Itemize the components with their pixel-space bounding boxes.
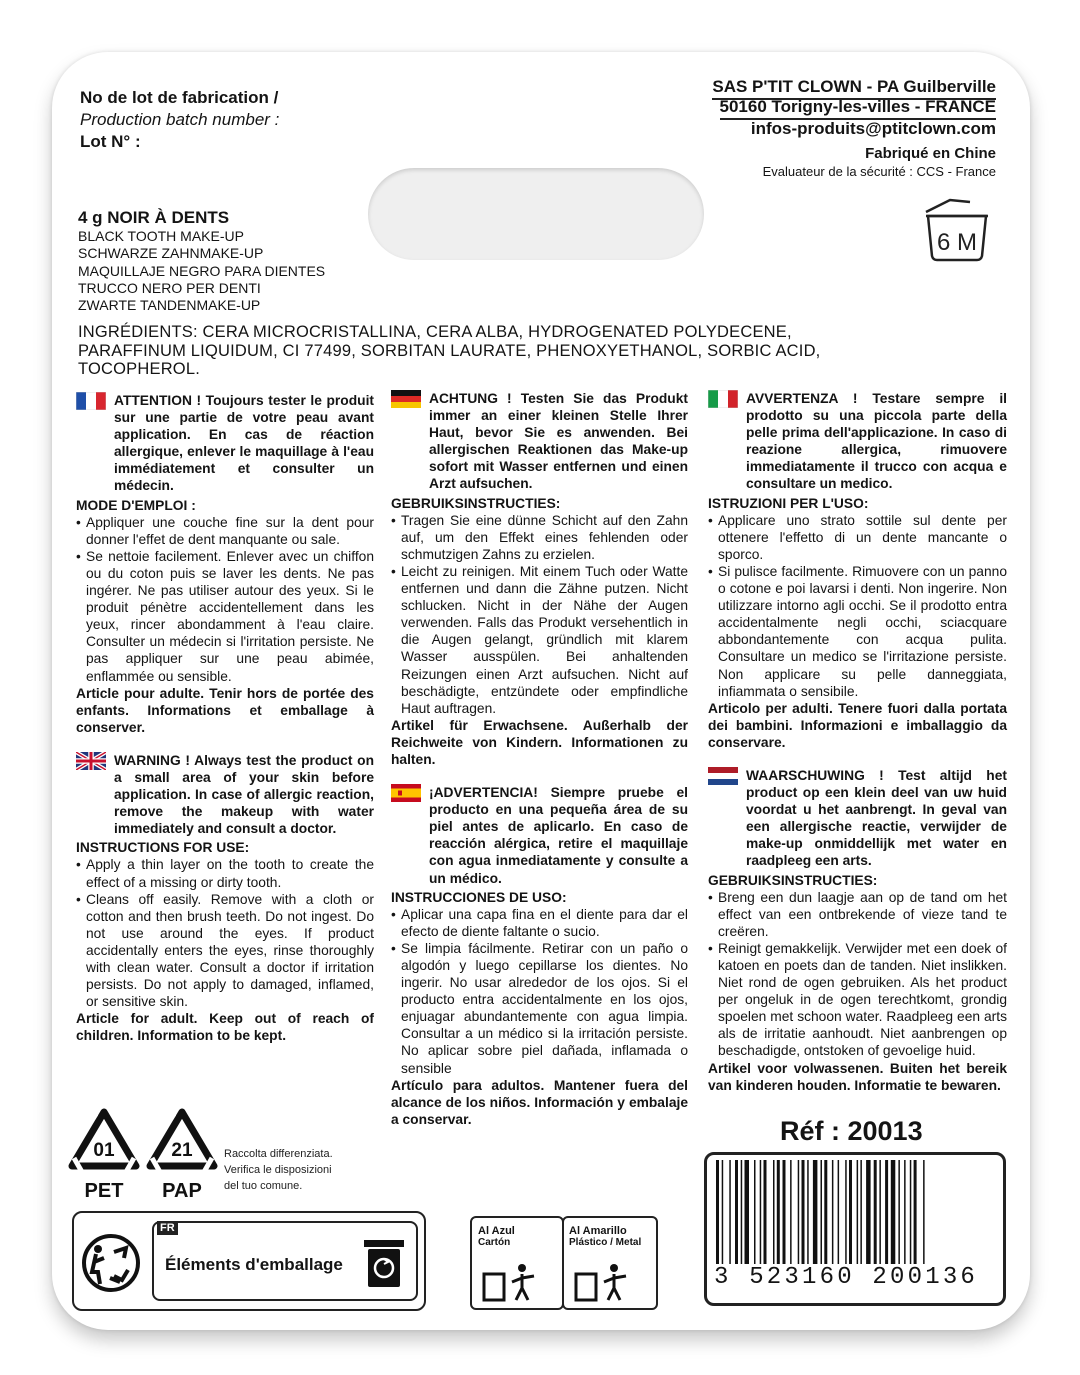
en-instruction-1: • Apply a thin layer on the tooth to create the effect of a missing or dirty tooth. (76, 856, 374, 890)
person-bin-icon (482, 1262, 548, 1302)
pao-jar-icon (920, 198, 994, 262)
barcode-bar (904, 1160, 906, 1264)
pap-recycling-icon (144, 1106, 220, 1206)
en-instructions-heading: INSTRUCTIONS FOR USE: (76, 840, 250, 856)
blue-bin-box (470, 1216, 564, 1310)
it-instruction-2: • Si pulisce facilmente. Rimuovere con un panno o cotone e poi lavarsi i denti. Non ingerire. Non utilizzare intorno agli occhi. Se il prodotto entra accidentalmente negli occhi, sciacquare abbondantemente con acqua pulita. Consultare un medico se l'irritazione persiste. Non applicare su pelle danneggiata, infiammata o sensibile. (708, 563, 1007, 700)
spain-flag-icon (391, 784, 421, 802)
barcode-bar (824, 1160, 827, 1264)
company-address: 50160 Torigny-les-villes - FRANCE (720, 97, 997, 120)
barcode-number: 3 523160 200136 (714, 1264, 979, 1291)
svg-text:21: 21 (171, 1140, 193, 1161)
product-name-de: SCHWARZE ZAHNMAKE-UP (78, 245, 264, 262)
yellow-bin-box (562, 1216, 658, 1310)
column-it-nl (708, 390, 1007, 1094)
it-warning-block (708, 390, 1007, 493)
de-footer: Artikel für Erwachsene. Außerhalb der Reichweite von Kindern. Informationen zu halten. (391, 717, 688, 767)
barcode-bar (802, 1160, 805, 1264)
nl-warning: WAARSCHUWING ! Test altijd het product op een klein deel van uw huid voordat u het aanbrengt. In geval van een allergische reactie, verwijder de make-up onmiddellijk met water en raadpleeg een arts. (746, 767, 1007, 869)
es-warning-block (391, 784, 688, 887)
batch-label-fr: No de lot de fabrication / (80, 88, 279, 107)
blue-bin-label-1: Al Azul (478, 1225, 515, 1237)
barcode-bar (807, 1160, 809, 1264)
fr-instructions-heading: MODE D'EMPLOI : (76, 497, 196, 513)
barcode-bar (898, 1160, 900, 1264)
de-instruction-1: • Tragen Sie eine dünne Schicht auf den Zahn auf, um den Effekt eines fehlenden oder schmutzigen Zahns zu erzielen. (391, 512, 688, 563)
nl-warning-block (708, 767, 1007, 870)
recycling-bin-icon (362, 1236, 406, 1290)
de-instruction-2: • Leicht zu reinigen. Mit einem Tuch oder Watte entfernen und dann die Zähne putzen. Nicht schlucken. Nicht in der Nähe der Augen verwenden. Falls das Produkt versehentlich in die Augen gelangt, gründlich mit klarem Wasser ausspülen. Bei anhaltenden Reizungen einen Arzt aufsuchen. Nicht auf beschädigte, entzündete oder empfindliche Haut auftragen. (391, 563, 688, 717)
recycling-note-1: Raccolta differenziata. (224, 1148, 333, 1160)
company-name: SAS P'TIT CLOWN - PA Guilberville (712, 77, 996, 100)
barcode-bar (760, 1160, 762, 1264)
yellow-bin-label-1: Al Amarillo (569, 1225, 627, 1237)
fr-footer: Article pour adulte. Tenir hors de portée des enfants. Informations et emballage à conserver. (76, 685, 374, 735)
svg-text:PAP: PAP (162, 1180, 202, 1202)
recycling-note-3: del tuo comune. (224, 1180, 303, 1192)
product-name-nl: ZWARTE TANDENMAKE-UP (78, 297, 261, 314)
es-instruction-1: • Aplicar una capa fina en el diente para dar el efecto de diente faltante o sucio. (391, 906, 688, 940)
fr-instruction-2: • Se nettoie facilement. Enlever avec un chiffon ou du coton puis se laver les dents. Ne pas ingérer. Ne pas utiliser autour des yeux. Si le produit pénètre accidentellement dans les yeux, rincer abondamment à l'eau claire. Consulter un médecin si l'irritation persiste. Ne pas appliquer sur une peau abimée, enflammée ou sensible. (76, 548, 374, 685)
barcode-bar (891, 1160, 896, 1264)
product-name-en: BLACK TOOTH MAKE-UP (78, 228, 244, 244)
nl-instructions-heading: GEBRUIKSINSTRUCTIES: (708, 872, 878, 888)
barcode-bar (741, 1160, 743, 1264)
es-footer: Artículo para adultos. Mantener fuera del alcance de los niños. Información y embalaje a conservar. (391, 1077, 688, 1127)
barcode-bar (832, 1160, 834, 1264)
column-fr-en (76, 392, 374, 1044)
es-instruction-2: • Se limpia fácilmente. Retirar con un paño o algodón y luego cepillarse los dientes. No ingerir. No usar alrededor de los ojos. Si el producto entra accidentalmente en los ojos, enjuagar abundantemente con agua limpia. Consultar a un médico si la irritación persiste. No aplicar sobre piel dañada, inflamada o sensible (391, 940, 688, 1077)
france-flag-icon (76, 392, 106, 410)
hang-hole (368, 168, 704, 260)
netherlands-flag-icon (708, 767, 738, 785)
blue-bin-label-2: Cartón (478, 1237, 511, 1248)
barcode-bar (874, 1160, 877, 1264)
barcode-bar (860, 1160, 862, 1264)
es-warning: ¡ADVERTENCIA! Siempre pruebe el producto en una pequeña área de su piel antes de aplicarlo. En caso de reacción alérgica, retire el maquillaje con agua inmediatamente y consulte a un médico. (429, 785, 688, 886)
column-de-es (391, 390, 688, 1128)
it-instruction-1: • Applicare uno strato sottile sul dente per ottenere l'effetto di un dente mancante o sporco. (708, 512, 1007, 563)
recycling-note-2: Verifica le disposizioni (224, 1164, 332, 1176)
barcode-bar (729, 1160, 731, 1264)
pet-recycling-icon (66, 1106, 142, 1206)
barcode-bar (857, 1160, 859, 1264)
product-translations (78, 228, 325, 314)
nl-instruction-1: • Breng een dun laagje aan op de tand om het effect van een ontbrekende of vieze tand te creëren. (708, 889, 1007, 940)
en-instruction-2: • Cleans off easily. Remove with a cloth or cotton and then brush teeth. Do not ingest. Do not use around the eyes. If product accidentally enters the eyes, rinse thoroughly with clean water. Consult a doctor if irritation persists. Do not apply to damaged, inflamed, or sensitive skin. (76, 891, 374, 1011)
svg-text:01: 01 (93, 1140, 115, 1161)
safety-assessor: Evaluateur de la sécurité : CCS - France (762, 164, 996, 179)
product-name: 4 g NOIR À DENTS (78, 208, 230, 227)
packaging-elements-label: Éléments d'emballage (165, 1255, 343, 1274)
uk-flag-icon (76, 752, 106, 770)
barcode-bar (745, 1160, 750, 1264)
barcode-bar (773, 1160, 775, 1264)
barcode-bar (879, 1160, 881, 1264)
person-bin-icon (574, 1262, 640, 1302)
barcode-bar (716, 1160, 719, 1264)
fr-warning: ATTENTION ! Toujours tester le produit sur une partie de votre peau avant application. En cas de réaction allergique, enlever le maquillage à l'eau immédiatement et consulter un médecin. (114, 393, 374, 494)
it-footer: Articolo per adulti. Tenere fuori dalla portata dei bambini. Informazioni e imballaggio da conservare. (708, 700, 1007, 750)
company-email: infos-produits@ptitclown.com (750, 119, 996, 138)
it-instructions-heading: ISTRUZIONI PER L'USO: (708, 495, 869, 511)
germany-flag-icon (391, 390, 421, 408)
de-instructions-heading: GEBRUIKSINSTRUCTIES: (391, 495, 561, 511)
barcode-bar (845, 1160, 847, 1264)
product-name-it: TRUCCO NERO PER DENTI (78, 279, 261, 296)
svg-text:6 M: 6 M (936, 229, 978, 256)
barcode-bar (910, 1160, 912, 1264)
fr-warning-block (76, 392, 374, 495)
de-warning-block (391, 390, 688, 493)
nl-footer: Artikel voor volwassenen. Buiten het bereik van kinderen houden. Informatie te bewaren. (708, 1060, 1007, 1093)
italy-flag-icon (708, 390, 738, 408)
product-reference: Réf : 20013 (780, 1116, 923, 1146)
barcode-bar (754, 1160, 756, 1264)
barcode-bar (813, 1160, 818, 1264)
ingredients: INGRÉDIENTS: CERA MICROCRISTALLINA, CERA ALBA, HYDROGENATED POLYDECENE, PARAFFINUM LIQUIDUM, CI 77499, SORBITAN LAURATE, PHENOXYETHANOL, SORBIC ACID, TOCOPHEROL. (78, 323, 821, 378)
triman-icon (78, 1232, 144, 1294)
barcode-bar (735, 1160, 738, 1264)
yellow-bin-label-2: Plástico / Metal (569, 1237, 642, 1248)
batch-label-en: Production batch number : (80, 110, 280, 129)
barcode-bar (790, 1160, 792, 1264)
barcode-bar (764, 1160, 767, 1264)
made-in: Fabriqué en Chine (865, 145, 996, 162)
yellow-bin-label (569, 1225, 656, 1249)
lot-number-label: Lot N° : (80, 132, 141, 151)
product-name-es: MAQUILLAJE NEGRO PARA DIENTES (78, 262, 326, 279)
barcode-bar (923, 1160, 925, 1264)
barcode-bar (866, 1160, 871, 1264)
nl-instruction-2: • Reinigt gemakkelijk. Verwijder met een doek of katoen en poets dan de tanden. Niet inslikken. Niet rond de ogen gebruiken. Als het product per ongeluk in de ogen terechtkomt, grondig spoelen met schoon water. Raadpleeg een arts als de irritatie aanhoudt. Niet aanbrengen op beschadigde, ontstoken of gevoelige huid. (708, 940, 1007, 1060)
es-instructions-heading: INSTRUCCIONES DE USO: (391, 889, 567, 905)
barcode (714, 1160, 988, 1264)
it-warning: AVVERTENZA ! Testare sempre il prodotto su una piccola parte della pelle prima dell'applicazione. In caso di reazione allergica, rimuovere immediatamente il trucco con acqua e consultare un medico. (746, 391, 1007, 492)
barcode-bar (777, 1160, 780, 1264)
blue-bin-label (478, 1225, 562, 1249)
en-warning-block (76, 752, 374, 837)
en-footer: Article for adult. Keep out of reach of children. Information to be kept. (76, 1011, 374, 1044)
barcode-bar (914, 1160, 917, 1264)
barcode-bar (849, 1160, 852, 1264)
barcode-bar (798, 1160, 800, 1264)
fr-instruction-1: • Appliquer une couche fine sur la dent pour donner l'effet de dent manquante ou sale. (76, 514, 374, 548)
barcode-bar (885, 1160, 888, 1264)
svg-text:PET: PET (84, 1180, 124, 1202)
recycling-note (224, 1146, 333, 1194)
de-warning: ACHTUNG ! Testen Sie das Produkt immer an einer kleinen Stelle Ihrer Haut, bevor Sie es anwenden. Bei allergischen Reaktionen das Make-up sofort mit Wasser entfernen und einen Arzt aufsuchen. (429, 391, 688, 492)
barcode-bar (783, 1160, 786, 1264)
barcode-bar (838, 1160, 840, 1264)
fr-tag: FR (157, 1221, 178, 1235)
barcode-bar (722, 1160, 724, 1264)
en-warning: WARNING ! Always test the product on a small area of your skin before application. In case of allergic reaction, remove the makeup with water immediately and consult a doctor. (114, 752, 374, 837)
barcode-bar (821, 1160, 823, 1264)
